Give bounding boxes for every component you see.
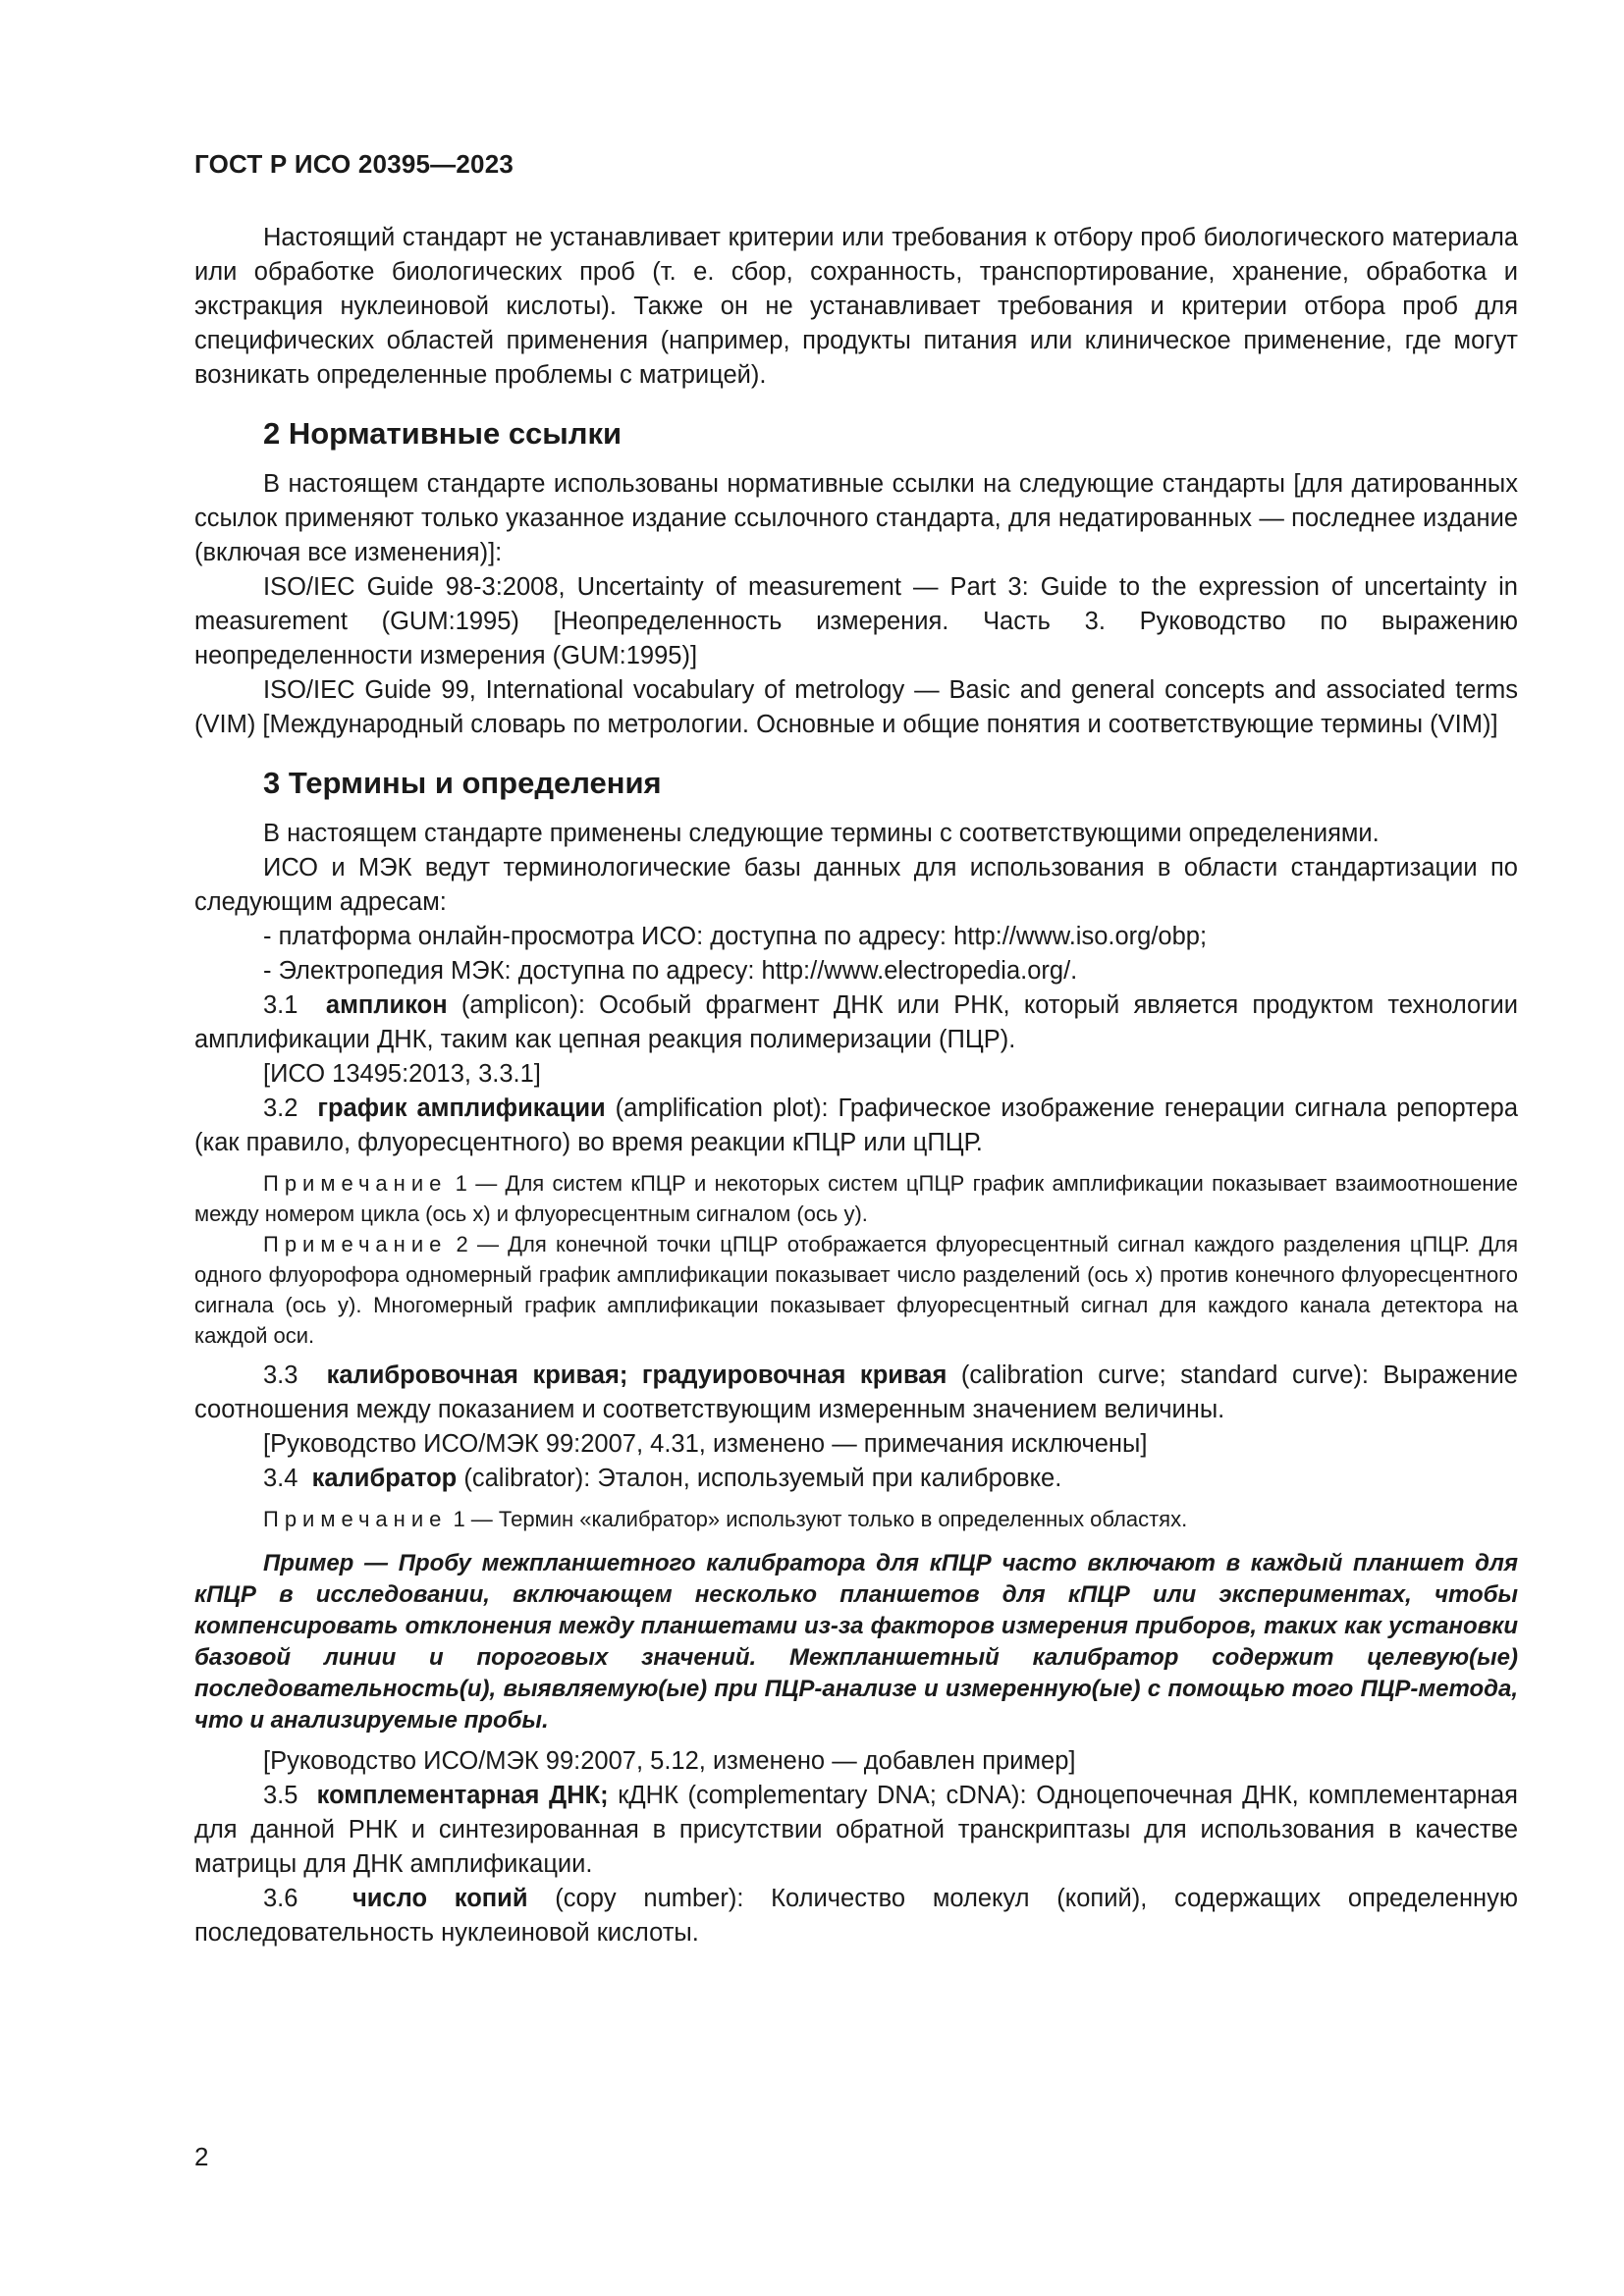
- term-source: [Руководство ИСО/МЭК 99:2007, 5.12, изменено — добавлен пример]: [263, 1747, 1076, 1775]
- term-number: 3.4: [263, 1465, 298, 1492]
- term-name: число копий: [352, 1885, 528, 1912]
- example-paragraph: Пример — Пробу межпланшетного калибратора для кПЦР часто включают в каждый планшет для кПЦР в исследовании, включающем несколько планшетов для кПЦР или экспериментах, чтобы компенсировать отклонения между планшетами из-за факторов измерения приборов, таких как установки базовой линии и пороговых значений. Межпланшетный калибратор содержит целевую(ые) последовательность(и), выявляемую(ые) при ПЦР-анализе и измеренную(ые) с помощью того ПЦР-метода, что и анализируемые пробы.: [194, 1550, 1518, 1734]
- term-definition: (copy number): Количество молекул (копий), содержащих определенную последовательность нуклеиновой кислоты.: [194, 1885, 1518, 1947]
- scope-paragraph: Настоящий стандарт не устанавливает критерии или требования к отбору проб биологического материала или обработке биологических проб (т. е. сбор, сохранность, транспортирование, хранение, обработка и экстракция нуклеиновой кислоты). Также он не устанавливает требования и критерии отбора проб для специфических областей применения (например, продукты питания или клиническое применение, где могут возникать определенные проблемы с матрицей).: [194, 224, 1518, 389]
- term-name: график амплификации: [317, 1095, 606, 1122]
- term-definition: (calibration curve; standard curve): Выражение соотношения между показанием и соответствующим измеренным значением величины.: [194, 1362, 1518, 1423]
- note: [194, 1229, 1518, 1351]
- document-body: [194, 221, 1518, 1950]
- term-source: [Руководство ИСО/МЭК 99:2007, 4.31, изменено — примечания исключены]: [263, 1430, 1148, 1458]
- note-text: 1 — Для систем кПЦР и некоторых систем цПЦР график амплификации показывает взаимоотношение между номером цикла (ось x) и флуоресцентным сигналом (ось y).: [194, 1171, 1518, 1226]
- term-3-3: [194, 1359, 1518, 1427]
- note-label: Примечание: [263, 1171, 448, 1196]
- term-3-1: [194, 988, 1518, 1057]
- note-label: Примечание: [263, 1507, 448, 1531]
- term-number: 3.1: [263, 991, 298, 1019]
- normative-ref-guide-99: ISO/IEC Guide 99, International vocabulary of metrology — Basic and general concepts and associated terms (VIM) [Международный словарь по метрологии. Основные и общие понятия и соответствующие термины (VIM)]: [194, 676, 1518, 738]
- normative-refs-intro: В настоящем стандарте использованы нормативные ссылки на следующие стандарты [для датированных ссылок применяют только указанное издание ссылочного стандарта, для недатированных — последнее издание (включая все изменения)]:: [194, 470, 1518, 566]
- document-id-header: ГОСТ Р ИСО 20395—2023: [194, 149, 514, 179]
- note-label: Примечание: [263, 1232, 448, 1256]
- term-definition: (calibrator): Эталон, используемый при калибровке.: [457, 1465, 1062, 1492]
- terms-intro: В настоящем стандарте применены следующие термины с соответствующими определениями.: [263, 820, 1380, 847]
- term-number: 3.6: [263, 1885, 298, 1912]
- list-item-electropedia: - Электропедия МЭК: доступна по адресу: http://www.electropedia.org/.: [263, 957, 1078, 985]
- section-2-title: 2 Нормативные ссылки: [263, 416, 623, 451]
- terms-databases: ИСО и МЭК ведут терминологические базы данных для использования в области стандартизации по следующим адресам:: [194, 854, 1518, 916]
- term-definition: (amplification plot): Графическое изображение генерации сигнала репортера (как правило, флуоресцентного) во время реакции кПЦР или цПЦР.: [194, 1095, 1519, 1156]
- list-item-iso-obp: - платформа онлайн-просмотра ИСО: доступна по адресу: http://www.iso.org/obp;: [263, 923, 1208, 950]
- note-text: 2 — Для конечной точки цПЦР отображается флуоресцентный сигнал каждого разделения цПЦР. Для одного флуорофора одномерный график амплификации показывает число разделений (ось x) против конечного флуоресцентного сигнала (ось y). Многомерный график амплификации показывает флуоресцентный сигнал для каждого канала детектора на каждой оси.: [194, 1232, 1518, 1348]
- term-name: ампликон: [325, 991, 448, 1019]
- term-definition: (amplicon): Особый фрагмент ДНК или РНК, который является продуктом технологии амплификации ДНК, таким как цепная реакция полимеризации (ПЦР).: [194, 991, 1519, 1053]
- term-3-5: [194, 1779, 1518, 1882]
- term-3-4: [194, 1462, 1518, 1496]
- term-definition: кДНК (complementary DNA; cDNA): Одноцепочечная ДНК, комплементарная для данной РНК и синтезированная в присутствии обратной транскриптазы для использования в качестве матрицы для ДНК амплификации.: [194, 1782, 1518, 1878]
- section-3-title: 3 Термины и определения: [263, 766, 662, 800]
- note-text: 1 — Термин «калибратор» используют только в определенных областях.: [447, 1507, 1188, 1531]
- term-number: 3.2: [263, 1095, 298, 1122]
- note: [194, 1504, 1518, 1534]
- term-name: калибровочная кривая; градуировочная кривая: [326, 1362, 947, 1389]
- term-name: комплементарная ДНК;: [316, 1782, 609, 1809]
- term-3-2: [194, 1092, 1518, 1160]
- term-name: калибратор: [311, 1465, 458, 1492]
- page-number: 2: [194, 2142, 209, 2171]
- note: [194, 1168, 1518, 1229]
- term-number: 3.5: [263, 1782, 298, 1809]
- term-number: 3.3: [263, 1362, 298, 1389]
- normative-ref-guide-98-3: ISO/IEC Guide 98-3:2008, Uncertainty of measurement — Part 3: Guide to the expression of uncertainty in measurement (GUM:1995) [Неопределенность измерения. Часть 3. Руководство по выражению неопределенности измерения (GUM:1995)]: [194, 573, 1518, 669]
- term-source: [ИСО 13495:2013, 3.3.1]: [263, 1060, 541, 1088]
- term-3-6: [194, 1882, 1518, 1950]
